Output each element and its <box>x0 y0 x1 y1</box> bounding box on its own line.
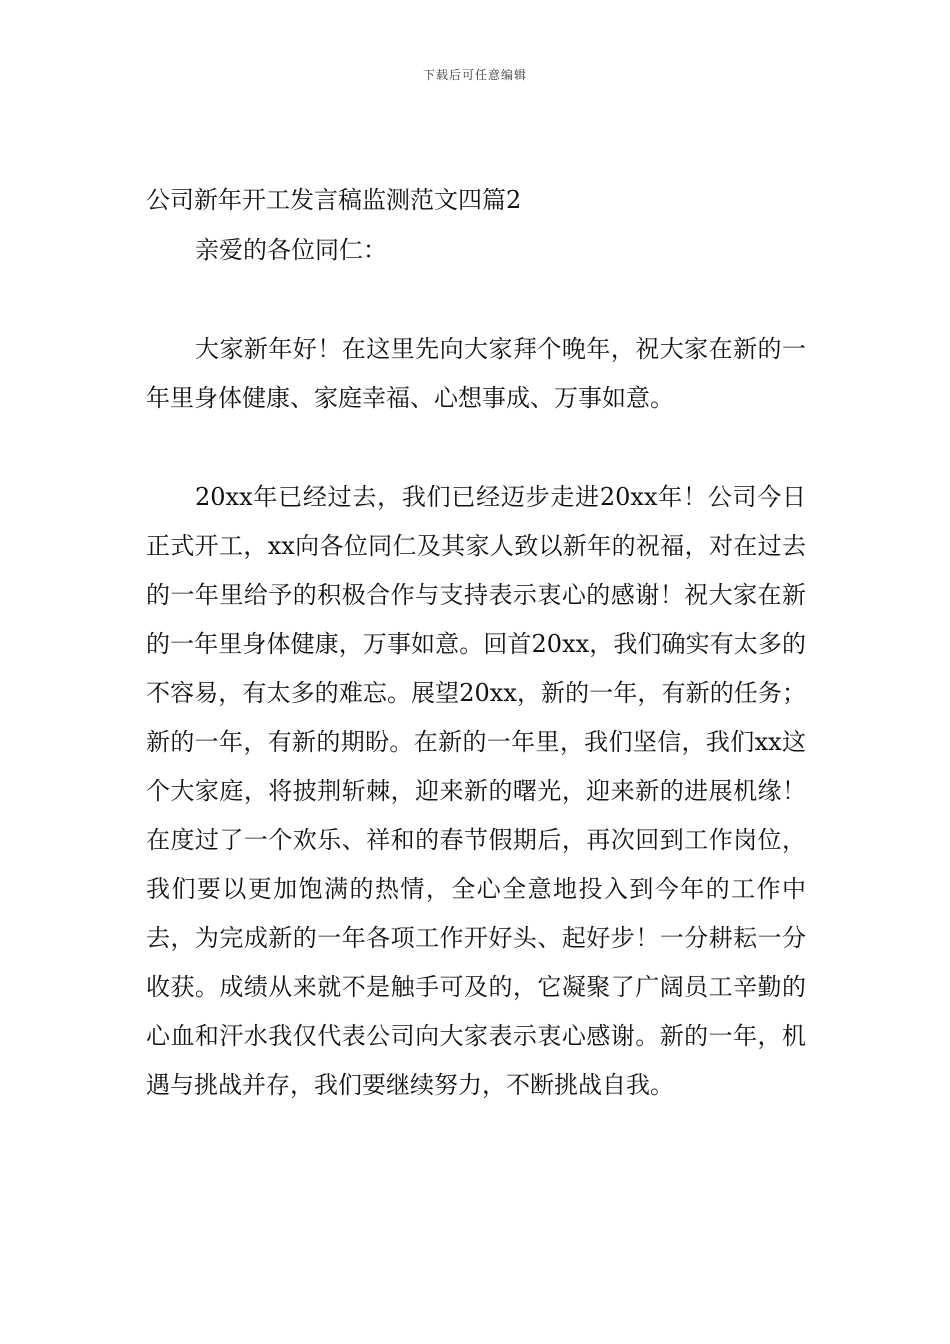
paragraph-greeting: 大家新年好！在这里先向大家拜个晚年，祝大家在新的一年里身体健康、家庭幸福、心想事成、万事如意。 <box>146 335 806 412</box>
document-title: 公司新年开工发言稿监测范文四篇2 <box>146 186 522 214</box>
salutation: 亲爱的各位同仁： <box>195 236 387 264</box>
paragraph-body: 20xx年已经过去，我们已经迈步走进20xx年！公司今日正式开工，xx向各位同仁及其家人致以新年的祝福，对在过去的一年里给予的积极合作与支持表示衷心的感谢！祝大家在新的一年里身体健康，万事如意。回首20xx，我们确实有太多的不容易，有太多的难忘。展望20xx，新的一年，有新的任务；新的一年，有新的期盼。在新的一年里，我们坚信，我们xx这个大家庭，将披荆斩棘，迎来新的曙光，迎来新的进展机缘！在度过了一个欢乐、祥和的春节假期后，再次回到工作岗位，我们要以更加饱满的热情，全心全意地投入到今年的工作中去，为完成新的一年各项工作开好头、起好步！一分耕耘一分收获。成绩从来就不是触手可及的，它凝聚了广阔员工辛勤的心血和汗水我仅代表公司向大家表示衷心感谢。新的一年，机遇与挑战并存，我们要继续努力，不断挑战自我。 <box>146 483 806 1099</box>
header-note: 下载后可任意编辑 <box>422 68 527 82</box>
